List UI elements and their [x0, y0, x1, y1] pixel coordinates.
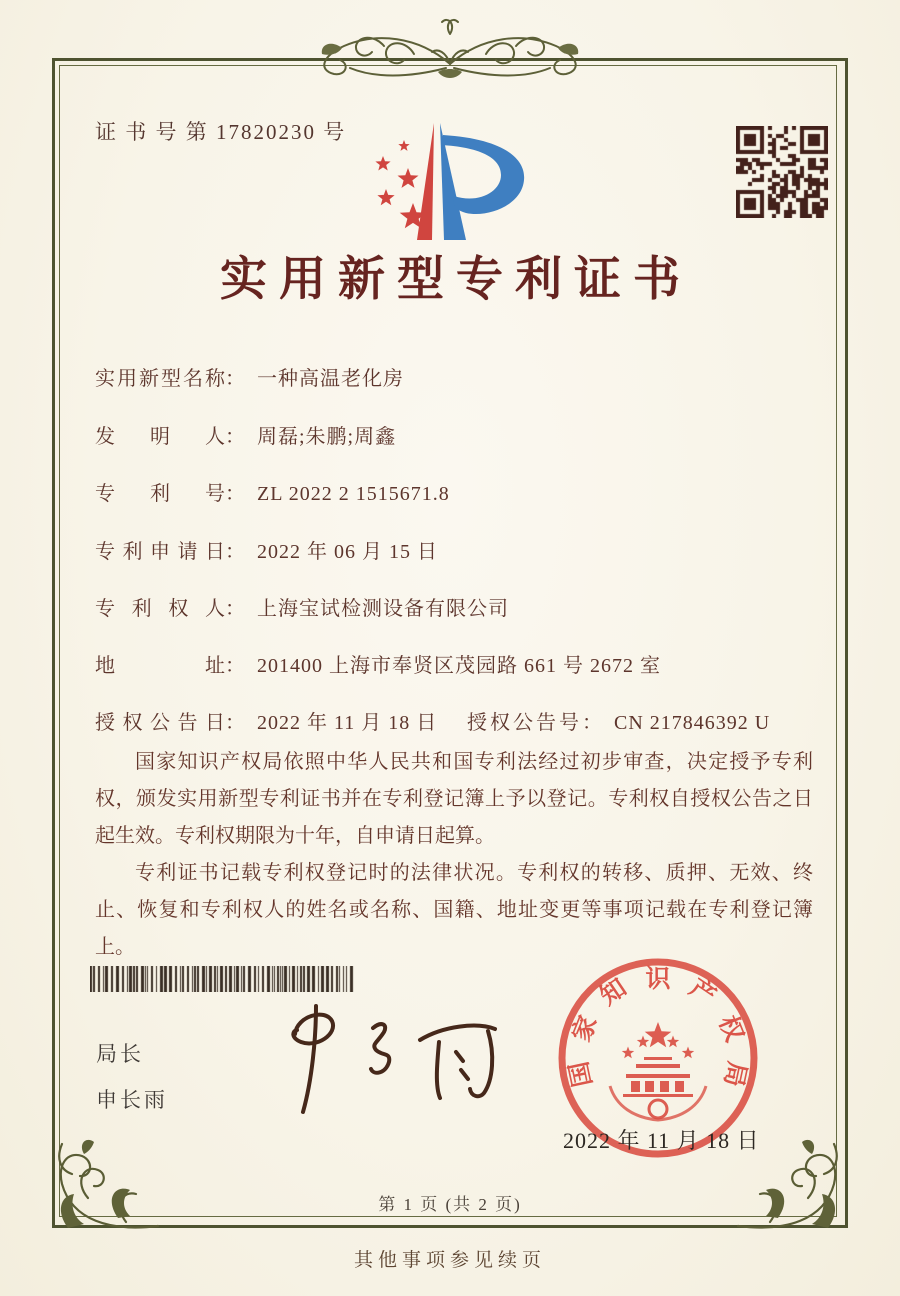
- signature-icon: [245, 998, 520, 1128]
- field-label: 专利权人: [95, 598, 225, 620]
- seal-character: 识: [645, 966, 671, 993]
- seal-character: 产: [683, 974, 720, 1012]
- seal-date: 2022 年 11 月 18 日: [563, 1128, 760, 1153]
- field-label: 发明人: [95, 426, 225, 448]
- grant-date-label: 授权公告日: [95, 712, 225, 734]
- field-colon: ：: [225, 712, 245, 734]
- field-row-patentee: [95, 592, 509, 621]
- cnipa-logo-icon: [328, 118, 563, 246]
- commissioner-title: 局长: [96, 1043, 144, 1066]
- certificate-title: 实用新型专利证书: [220, 254, 692, 306]
- certificate-number: 证 书 号 第 17820230 号: [95, 120, 347, 144]
- field-value: 上海宝试检测设备有限公司: [257, 598, 509, 620]
- continuation-note: 其他事项参见续页: [353, 1250, 546, 1271]
- field-label: 实用新型名称: [95, 368, 225, 390]
- legal-paragraph-2: 专利证书记载专利权登记时的法律状况。专利权的转移、质押、无效、终止、恢复和专利权人的姓名或名称、国籍、地址变更等事项记载在专利登记簿上。: [95, 862, 813, 958]
- field-colon: ：: [225, 598, 245, 620]
- field-row-address: [95, 649, 661, 678]
- seal-character: 权: [713, 1011, 748, 1046]
- qr-code-icon: [736, 126, 828, 218]
- field-value: 一种高温老化房: [257, 368, 404, 390]
- grant-number-value: CN 217846392 U: [614, 712, 771, 734]
- field-colon: ：: [582, 712, 602, 734]
- grant-number-group: [467, 706, 770, 735]
- grant-date-value: 2022 年 11 月 18 日: [257, 712, 438, 734]
- grant-number-label: 授权公告号: [467, 712, 582, 734]
- field-row-utility-model-name: [95, 362, 404, 391]
- seal-character: 家: [568, 1011, 603, 1046]
- field-colon: ：: [225, 368, 245, 390]
- seal-character: 局: [718, 1059, 751, 1090]
- legal-paragraph-1: 国家知识产权局依照中华人民共和国专利法经过初步审查，决定授予专利权，颁发实用新型专利证书并在专利登记簿上予以登记。专利权自授权公告之日起生效。专利权期限为十年，自申请日起算。: [95, 751, 813, 847]
- field-value: 2022 年 06 月 15 日: [257, 541, 438, 563]
- field-colon: ：: [225, 655, 245, 677]
- legal-body-text: [95, 744, 813, 966]
- field-colon: ：: [225, 426, 245, 448]
- field-label: 地址: [95, 655, 225, 677]
- seal-character: 国: [565, 1059, 598, 1090]
- field-label: 专利申请日: [95, 541, 225, 563]
- page-indicator: 第 1 页 (共 2 页): [378, 1195, 522, 1214]
- field-value: 201400 上海市奉贤区茂园路 661 号 2672 室: [257, 655, 661, 677]
- seal-character: 知: [596, 974, 633, 1012]
- commissioner-name: 申长雨: [96, 1089, 168, 1112]
- field-row-inventors: [95, 420, 396, 449]
- field-colon: ：: [225, 483, 245, 505]
- field-value: ZL 2022 2 1515671.8: [257, 483, 450, 505]
- field-value: 周磊;朱鹏;周鑫: [257, 426, 397, 448]
- field-label: 专利号: [95, 483, 225, 505]
- field-row-filing-date: [95, 535, 438, 564]
- field-colon: ：: [225, 541, 245, 563]
- barcode-icon: [90, 966, 356, 992]
- field-row-patent-number: [95, 477, 450, 506]
- field-row-grant: [95, 706, 771, 735]
